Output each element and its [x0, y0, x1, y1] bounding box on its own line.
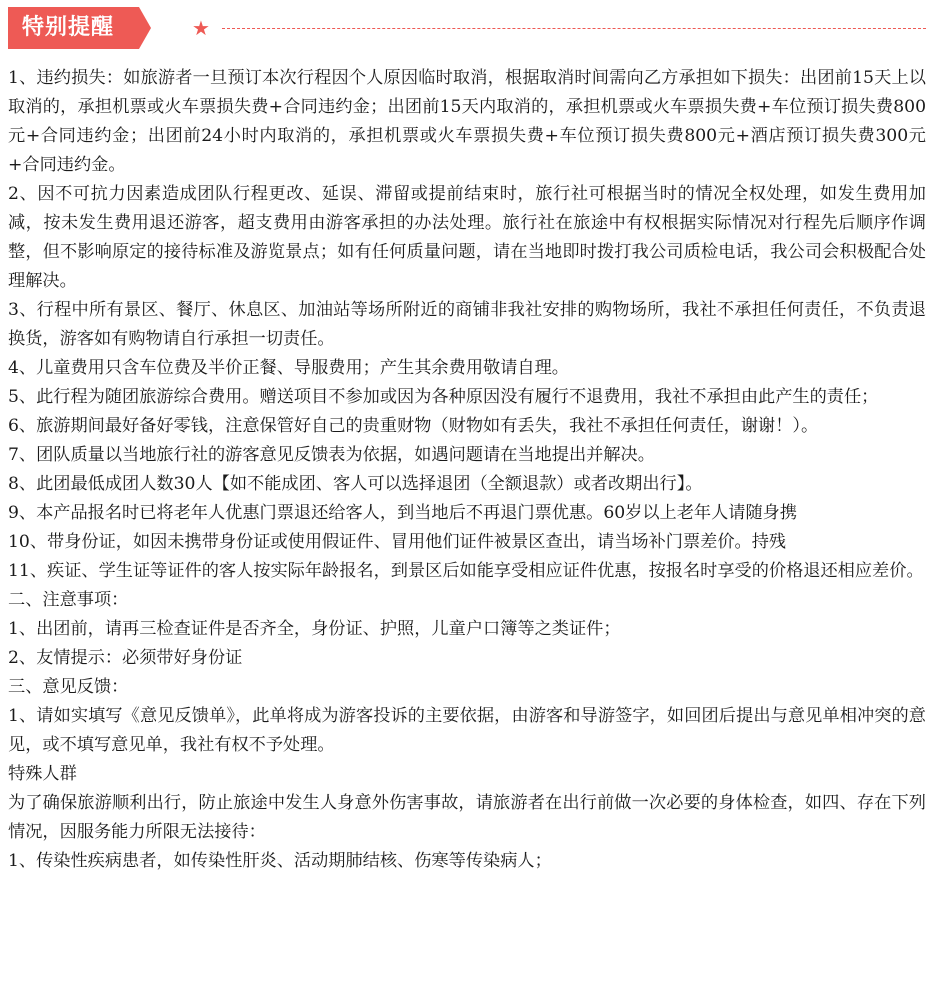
paragraph-minimum-group: 8、此团最低成团人数30人【如不能成团、客人可以选择退团（全额退款）或者改期出行】。	[8, 474, 703, 494]
paragraph-check-documents: 1、出团前，请再三检查证件是否齐全，身份证、护照，儿童户口簿等之类证件；	[8, 619, 621, 639]
paragraph-certificate-discount: 11、疾证、学生证等证件的客人按实际年龄报名，到景区后如能享受相应证件优惠，按报名时享受的价格退还相应差价。	[8, 561, 924, 581]
notice-content	[8, 64, 926, 876]
star-icon: ★	[192, 16, 210, 40]
paragraph-infectious-disease: 1、传染性疾病患者，如传染性肝炎、活动期肺结核、伤寒等传染病人；	[8, 851, 552, 871]
paragraph-cancellation-penalty: 1、违约损失：如旅游者一旦预订本次行程因个人原因临时取消，根据取消时间需向乙方承担如下损失：出团前15天上以取消的，承担机票或火车票损失费+合同违约金；出团前15天内取消的，承担机票或火车票损失费+车位预订损失费800元+合同违约金；出团前24小时内取消的，承担机票或火车票损失费+车位预订损失费800元+酒店预订损失费300元+合同违约金。	[8, 68, 926, 175]
heading-special-groups: 特殊人群	[8, 764, 77, 784]
paragraph-senior-discount: 9、本产品报名时已将老年人优惠门票退还给客人，到当地后不再退门票优惠。60岁以上老年人请随身携	[8, 503, 798, 523]
paragraph-id-card: 10、带身份证，如因未携带身份证或使用假证件、冒用他们证件被景区查出，请当场补门票差价。持残	[8, 532, 787, 552]
paragraph-quality-feedback: 7、团队质量以当地旅行社的游客意见反馈表为依据，如遇问题请在当地提出并解决。	[8, 445, 655, 465]
special-reminder-badge: 特别提醒	[8, 7, 139, 49]
paragraph-force-majeure: 2、因不可抗力因素造成团队行程更改、延误、滞留或提前结束时，旅行社可根据当时的情况全权处理，如发生费用加减，按未发生费用退还游客，超支费用由游客承担的办法处理。旅行社在旅途中有权根据实际情况对行程先后顺序作调整，但不影响原定的接待标准及游览景点；如有任何质量问题，请在当地即时拨打我公司质检电话，我公司会积极配合处理解决。	[8, 184, 926, 291]
heading-notes: 二、注意事项：	[8, 590, 129, 610]
paragraph-shopping: 3、行程中所有景区、餐厅、休息区、加油站等场所附近的商铺非我社安排的购物场所，我社不承担任何责任，不负责退换货，游客如有购物请自行承担一切责任。	[8, 300, 926, 349]
heading-feedback: 三、意见反馈：	[8, 677, 129, 697]
paragraph-valuables: 6、旅游期间最好备好零钱，注意保管好自己的贵重财物（财物如有丢失，我社不承担任何责任，谢谢！）。	[8, 416, 819, 436]
section-header	[8, 7, 926, 49]
paragraph-feedback-form: 1、请如实填写《意见反馈单》，此单将成为游客投诉的主要依据，由游客和导游签字，如回团后提出与意见单相冲突的意见，或不填写意见单，我社有权不予处理。	[8, 706, 926, 755]
dashed-divider	[222, 28, 926, 29]
paragraph-bring-id: 2、友情提示：必须带好身份证	[8, 648, 243, 668]
paragraph-health-check: 为了确保旅游顺利出行，防止旅途中发生人身意外伤害事故，请旅游者在出行前做一次必要的身体检查，如四、存在下列情况，因服务能力所限无法接待：	[8, 793, 926, 842]
paragraph-children-fees: 4、儿童费用只含车位费及半价正餐、导服费用；产生其余费用敬请自理。	[8, 358, 569, 378]
paragraph-package-fees: 5、此行程为随团旅游综合费用。赠送项目不参加或因为各种原因没有履行不退费用，我社不承担由此产生的责任；	[8, 387, 879, 407]
badge-arrow-tail	[139, 7, 151, 49]
